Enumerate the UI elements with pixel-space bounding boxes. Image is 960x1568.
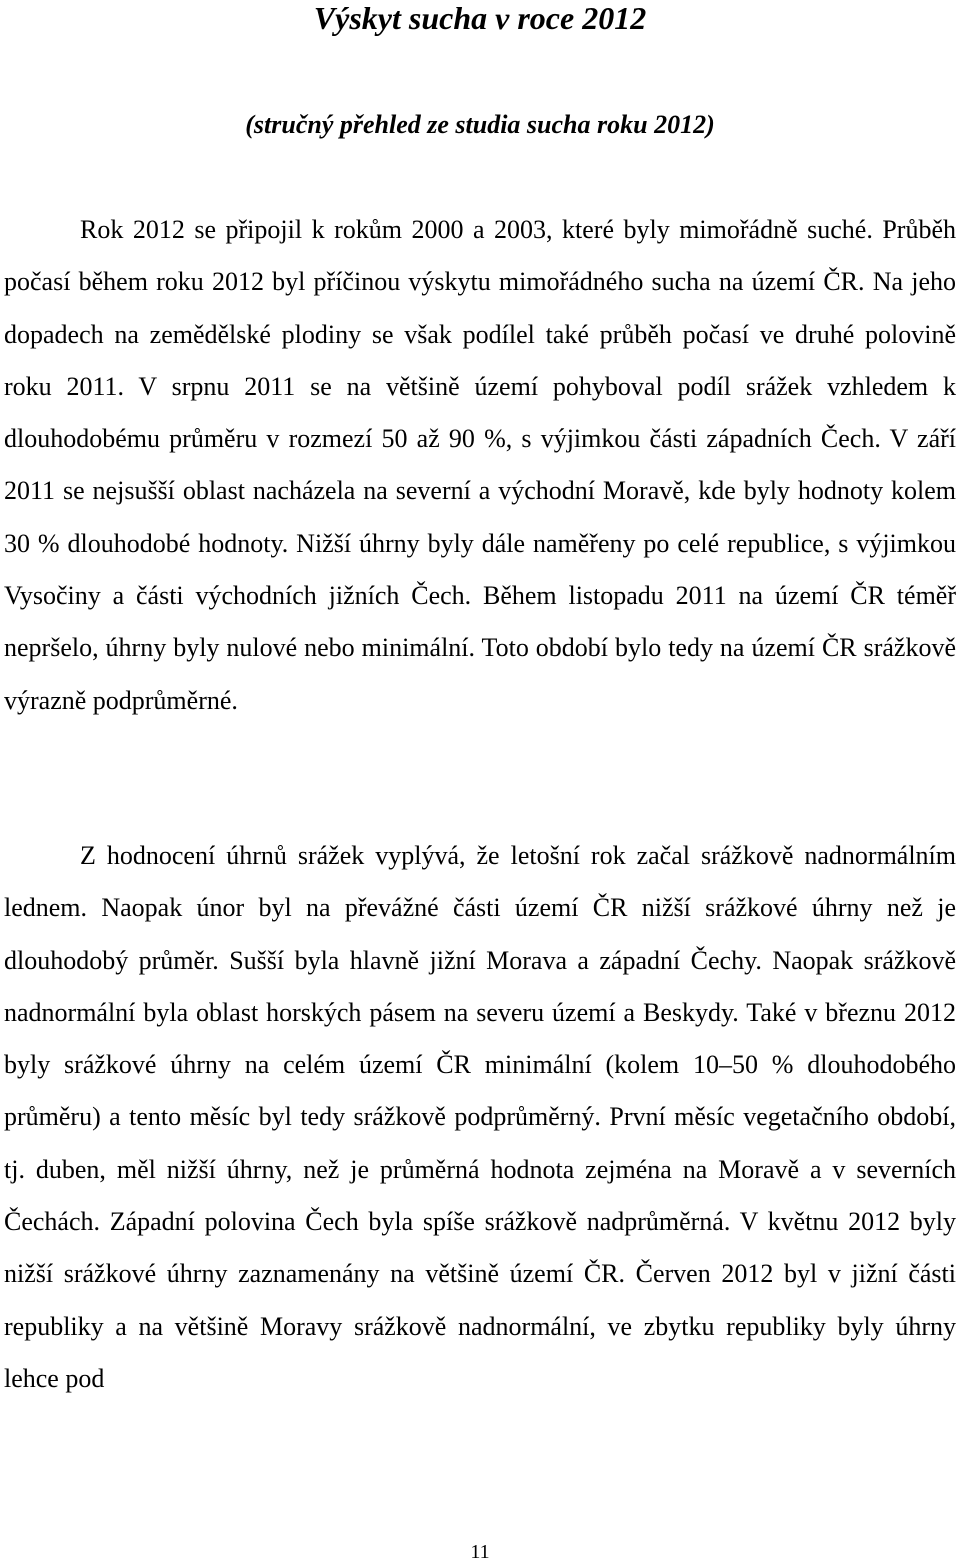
document-title: Výskyt sucha v roce 2012	[313, 0, 647, 36]
body-paragraph: Rok 2012 se připojil k rokům 2000 a 2003, které byly mimořádně suché. Průběh počasí během roku 2012 byl příčinou výskytu mimořádného sucha na území ČR. Na jeho dopadech na zemědělské plodiny se však podílel také průběh počasí ve druhé polovině roku 2011. V srpnu 2011 se na většině území pohyboval podíl srážek vzhledem k dlouhodobému průměru v rozmezí 50 až 90 %, s výjimkou části západních Čech. V září 2011 se nejsušší oblast nacházela na severní a východní Moravě, kde byly hodnoty kolem 30 % dlouhodobé hodnoty. Nižší úhrny byly dále naměřeny po celé republice, s výjimkou Vysočiny a části východních jižních Čech. Během listopadu 2011 na území ČR téměř nepršelo, úhrny byly nulové nebo minimální. Toto období bylo tedy na území ČR srážkově výrazně podprůměrné.	[4, 215, 956, 715]
document-subtitle: (stručný přehled ze studia sucha roku 2012)	[245, 110, 715, 139]
body-paragraph: Z hodnocení úhrnů srážek vyplývá, že letošní rok začal srážkově nadnormálním lednem. Naopak únor byl na převážné části území ČR nižší srážkové úhrny než je dlouhodobý průměr. Sušší byla hlavně jižní Morava a západní Čechy. Naopak srážkově nadnormální byla oblast horských pásem na severu území a Beskydy. Také v březnu 2012 byly srážkové úhrny na celém území ČR minimální (kolem 10–50 % dlouhodobého průměru) a tento měsíc byl tedy srážkově podprůměrný. První měsíc vegetačního období, tj. duben, měl nižší úhrny, než je průměrná hodnota zejména na Moravě a v severních Čechách. Západní polovina Čech byla spíše srážkově nadprůměrná. V květnu 2012 byly nižší srážkové úhrny zaznamenány na většině území ČR. Červen 2012 byl v jižní části republiky a na většině Moravy srážkově nadnormální, ve zbytku republiky byly úhrny lehce pod	[4, 841, 956, 1393]
page-number: 11	[470, 1541, 490, 1563]
